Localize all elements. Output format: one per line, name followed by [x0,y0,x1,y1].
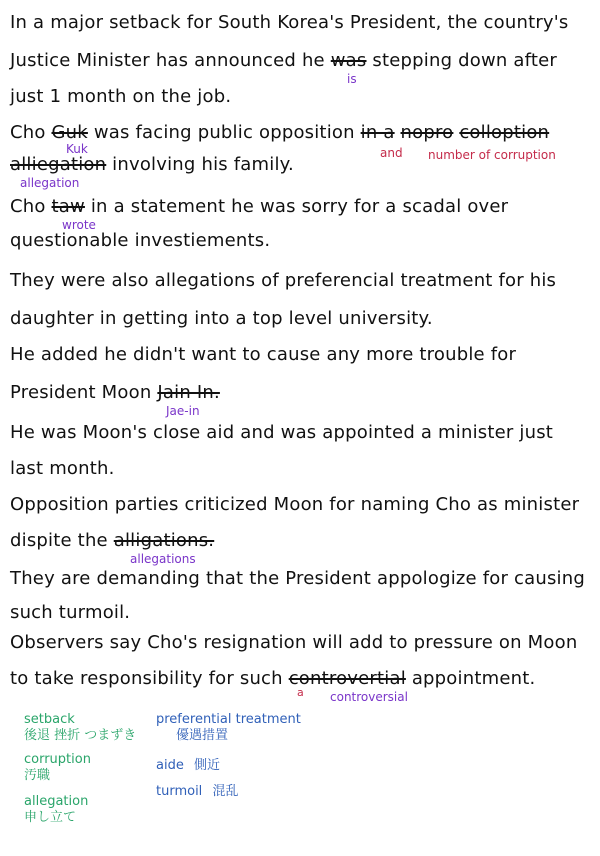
essay-line-13 [10,458,592,480]
correction-allegations: allegations [130,552,196,566]
essay-line-3 [10,86,592,108]
gloss-turmoil [156,784,238,800]
gloss-term: preferential treatment [156,712,301,727]
essay-text: was facing public opposition [93,122,355,143]
gloss-preferential-treatment [156,712,301,744]
gloss-setback [24,712,136,744]
essay-line-17 [10,602,592,624]
struck-word: in a [360,122,395,143]
gloss-meaning: 申し立て [24,810,77,825]
essay-text: dispite the [10,530,108,551]
gloss-meaning: 優遇措置 [176,728,229,743]
struck-word: was [330,50,367,71]
essay-line-14 [10,494,592,516]
correction-and: and [380,146,403,160]
essay-text: Cho [10,196,46,217]
gloss-meaning: 後退 挫折 つまずき [24,728,137,743]
gloss-term: setback [24,712,75,727]
gloss-term: turmoil [156,784,203,799]
gloss-meaning: 汚職 [24,768,51,783]
struck-word: alliegation [10,154,107,175]
gloss-meaning: 混乱 [212,784,239,799]
struck-word: nopro [400,122,454,143]
gloss-aide [156,758,220,774]
struck-word: alligations. [113,530,215,551]
vocabulary-glossary [0,700,600,840]
gloss-meaning: 側近 [193,758,220,773]
essay-text: just 1 month on the job. [10,86,232,107]
essay-text: Cho [10,122,46,143]
essay-text: appointment. [411,668,536,689]
essay-text: In a major setback for South Korea's President, the country's [10,12,569,33]
essay-line-12 [10,422,592,444]
struck-word: Guk [51,122,88,143]
correction-is: is [347,72,357,86]
essay-line-11 [10,382,592,404]
essay-text: Observers say Cho's resignation will add to pressure on Moon [10,632,578,653]
struck-word: controvertial [288,668,406,689]
essay-text: Justice Minister has announced he [10,50,325,71]
essay-text: questionable investiements. [10,230,271,251]
essay-text: to take responsibility for such [10,668,283,689]
essay-text: President Moon [10,382,152,403]
essay-text: daughter in getting into a top level university. [10,308,433,329]
correction-wrote: wrote [62,218,96,232]
essay-line-15 [10,530,592,552]
essay-line-16 [10,568,592,590]
essay-text: stepping down after [372,50,558,71]
essay-line-18 [10,632,592,654]
correction-a: a [297,686,304,699]
essay-line-8 [10,270,592,292]
gloss-term: corruption [24,752,91,767]
essay-text: They are demanding that the President appologize for causing [10,568,585,589]
essay-text: He added he didn't want to cause any more trouble for [10,344,517,365]
correction-controversial: controversial [330,690,408,704]
gloss-term: aide [156,758,184,773]
essay-text: such turmoil. [10,602,131,623]
correction-allegation: allegation [20,176,80,190]
correction-number-of-corruption: number of corruption [428,148,556,162]
struck-word: taw [51,196,85,217]
correction-jae-in: Jae-in [166,404,200,418]
essay-line-2 [10,50,592,72]
essay-line-1 [10,12,592,34]
essay-line-7 [10,230,592,252]
essay-line-9 [10,308,592,330]
essay-line-6 [10,196,592,218]
gloss-corruption [24,752,91,784]
essay-text: They were also allegations of preferencial treatment for his [10,270,557,291]
gloss-allegation [24,794,88,826]
essay-line-4 [10,122,592,144]
essay-text: Opposition parties criticized Moon for naming Cho as minister [10,494,580,515]
essay-line-10 [10,344,592,366]
essay-text: involving his family. [112,154,294,175]
struck-word: Jain In. [157,382,220,403]
correction-kuk: Kuk [66,142,88,156]
gloss-term: allegation [24,794,89,809]
essay-text: in a statement he was sorry for a scadal over [90,196,509,217]
essay-text: last month. [10,458,115,479]
essay-text: He was Moon's close aid and was appointed a minister just [10,422,554,443]
essay-line-5 [10,154,592,176]
struck-word: colloption [459,122,550,143]
